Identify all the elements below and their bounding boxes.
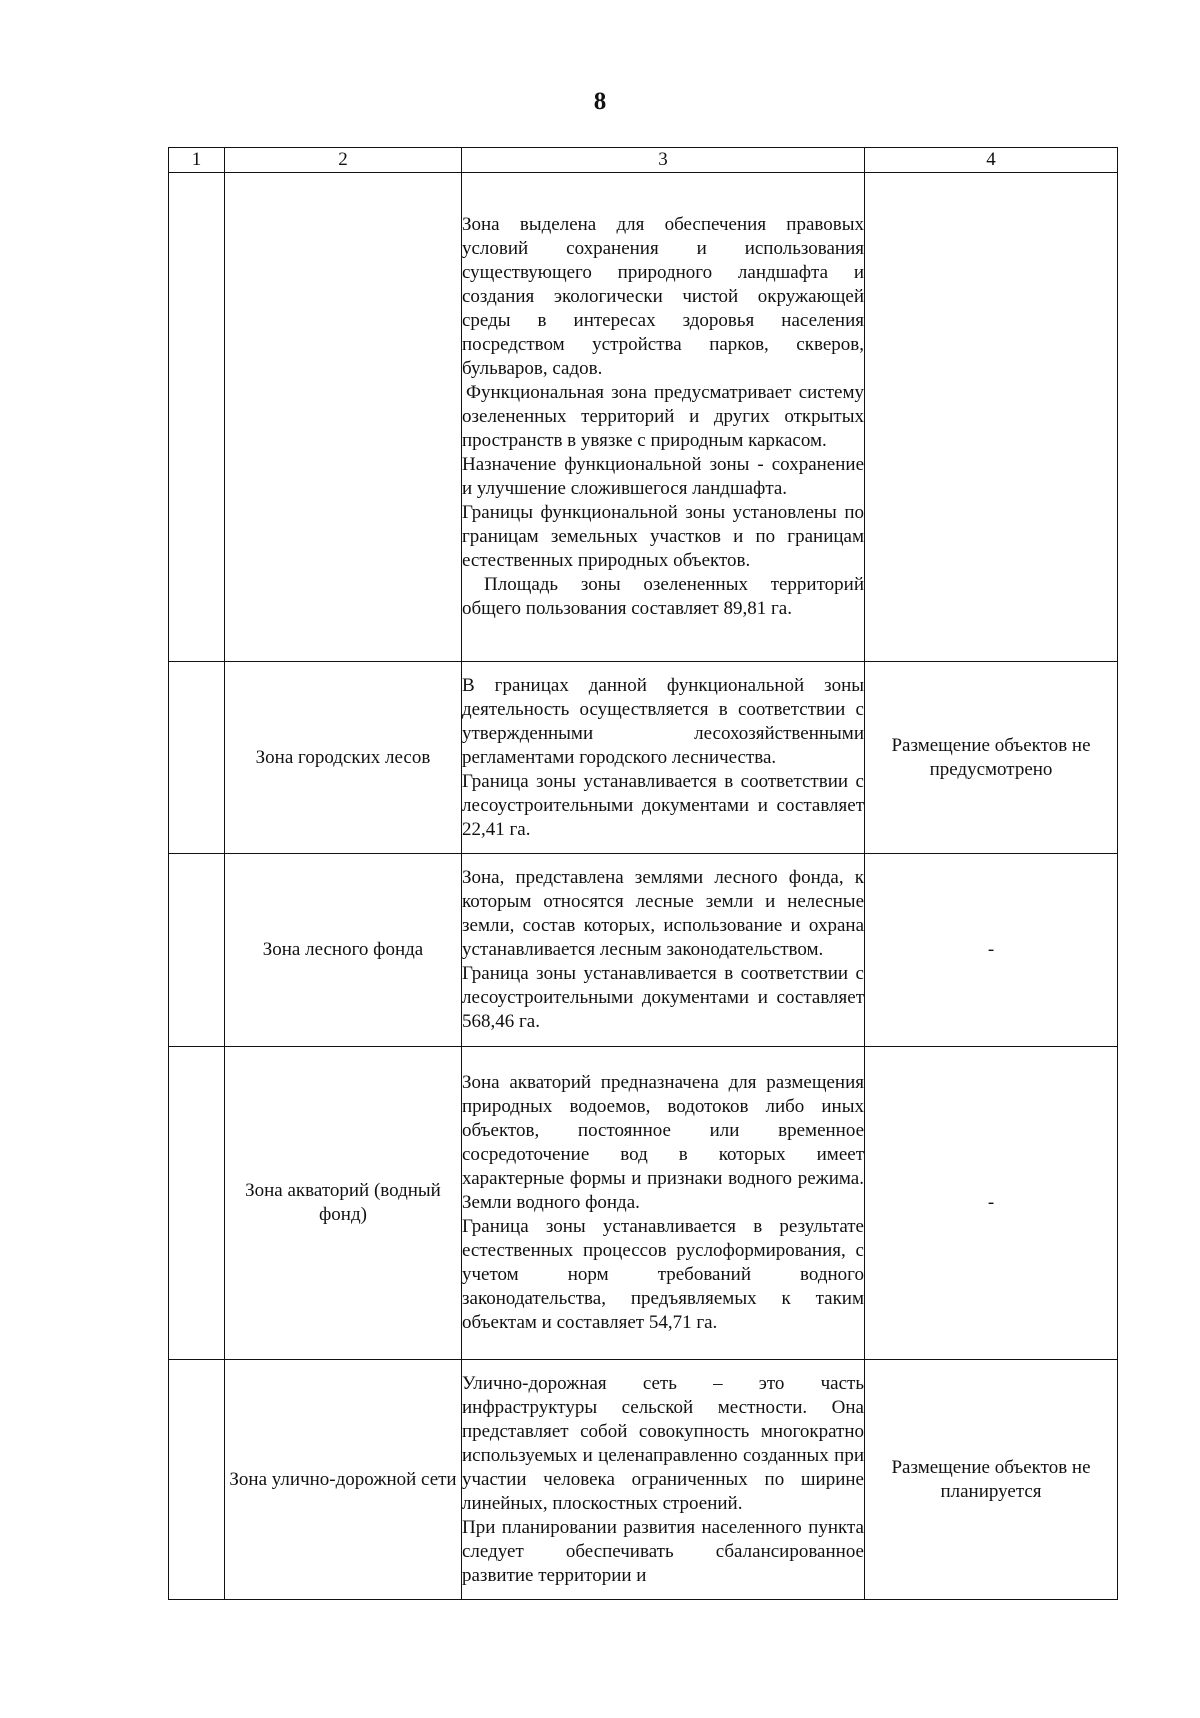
zones-table	[168, 147, 1118, 1600]
table-row	[169, 1360, 1118, 1600]
description-paragraph: Граница зоны устанавливается в результате естественных процессов руслоформирования, с учетом норм требований водного законодательства, предъявляемых к таким объектам и составляет 54,71 га.	[462, 1216, 864, 1333]
description-paragraph: В границах данной функциональной зоны деятельность осуществляется в соответствии с утвержденными лесохозяйственными регламентами городского лесничества.	[462, 674, 864, 768]
description-paragraph: Зона акваторий предназначена для размещения природных водоемов, водотоков либо иных объектов, постоянное или временное сосредоточение вод в которых имеет характерные формы и признаки водного режима. Земли водного фонда.	[462, 1072, 864, 1213]
description-paragraph: Улично-дорожная сеть – это часть инфраструктуры сельской местности. Она представляет собой совокупность многократно используемых и целенаправленно созданных при участии человека ограниченных по ширине линейных, плоскостных строений.	[462, 1372, 864, 1514]
zone-description-cell	[462, 1047, 865, 1360]
column-header: 3	[462, 148, 865, 173]
zone-description-cell	[462, 1360, 865, 1600]
description-paragraph: Зона выделена для обеспечения правовых условий сохранения и использования существующего природного ландшафта и создания экологически чистой окружающей среды в интересах здоровья населения посредством устройства парков, скверов, бульваров, садов.	[462, 214, 864, 379]
table-row	[169, 1047, 1118, 1360]
row-number-cell	[169, 1047, 225, 1360]
zone-note-cell: Размещение объектов не планируется	[865, 1360, 1118, 1600]
zone-name-cell	[225, 173, 462, 662]
column-header: 4	[865, 148, 1118, 173]
zone-description-cell	[462, 854, 865, 1047]
description-paragraph: Назначение функциональной зоны - сохранение и улучшение сложившегося ландшафта.	[462, 454, 864, 499]
zone-name-cell: Зона акваторий (водный фонд)	[225, 1047, 462, 1360]
zone-note-cell: -	[865, 1047, 1118, 1360]
table-row	[169, 662, 1118, 854]
table-row	[169, 854, 1118, 1047]
row-number-cell	[169, 173, 225, 662]
description-paragraph: Граница зоны устанавливается в соответствии с лесоустроительными документами и составляет 568,46 га.	[462, 963, 864, 1032]
header-row	[169, 148, 1118, 173]
column-header: 2	[225, 148, 462, 173]
description-paragraph: Границы функциональной зоны установлены по границам земельных участков и по границам естественных природных объектов.	[462, 502, 864, 571]
zone-description-cell	[462, 173, 865, 662]
row-number-cell	[169, 854, 225, 1047]
description-paragraph: Функциональная зона предусматривает систему озелененных территорий и других открытых пространств в увязке с природным каркасом.	[462, 382, 864, 451]
row-number-cell	[169, 662, 225, 854]
description-paragraph: Граница зоны устанавливается в соответствии с лесоустроительными документами и составляет 22,41 га.	[462, 770, 864, 840]
zone-note-cell: Размещение объектов не предусмотрено	[865, 662, 1118, 854]
column-header: 1	[169, 148, 225, 173]
zone-name-cell: Зона городских лесов	[225, 662, 462, 854]
page-number: 8	[593, 88, 607, 115]
zone-note-cell: -	[865, 854, 1118, 1047]
description-paragraph: Площадь зоны озелененных территорий общего пользования составляет 89,81 га.	[462, 574, 864, 619]
table-row	[169, 173, 1118, 662]
zone-description-cell	[462, 662, 865, 854]
row-number-cell	[169, 1360, 225, 1600]
description-paragraph: Зона, представлена землями лесного фонда, к которым относятся лесные земли и нелесные земли, состав которых, использование и охрана устанавливается лесным законодательством.	[462, 867, 864, 960]
zone-name-cell: Зона улично-дорожной сети	[225, 1360, 462, 1600]
zone-name-cell: Зона лесного фонда	[225, 854, 462, 1047]
description-paragraph: При планировании развития населенного пункта следует обеспечивать сбалансированное развитие территории и	[462, 1516, 864, 1586]
zone-note-cell	[865, 173, 1118, 662]
